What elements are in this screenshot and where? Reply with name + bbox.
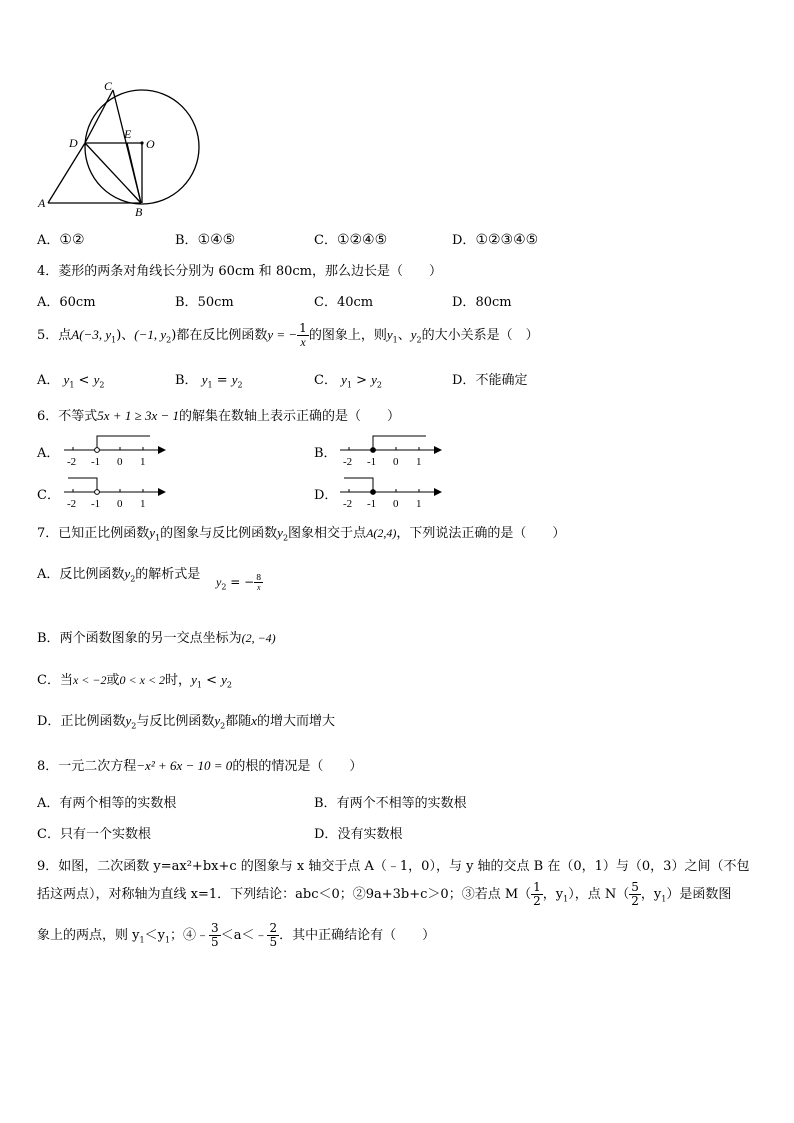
q6-numberline-c[interactable]: [60, 476, 170, 510]
solution-ray: [344, 478, 373, 489]
q7-stem: 7．已知正比例函数$y_1$的图象与反比例函数$y_2$图象相交于点A(2,4)，下列说法正确的是（ ）: [37, 525, 566, 543]
tick-label: -1: [367, 498, 377, 510]
q7-option-a-formula: $y_2$ = − $\frac{8}{x}$: [216, 573, 262, 592]
q4-option-c[interactable]: C．40cm: [314, 295, 374, 310]
q5-option-a[interactable]: A． $y_1 < y_2$: [37, 372, 105, 390]
label-b: B: [135, 205, 143, 219]
segment-db: [85, 143, 141, 203]
tick-label: -1: [91, 456, 101, 468]
tick-label: 1: [416, 498, 422, 510]
q7-option-d[interactable]: D．正比例函数$y_2$与反比例函数$y_2$都随x的增大而增大: [37, 713, 336, 731]
q7-option-b[interactable]: B．两个函数图象的另一交点坐标为(2, −4): [37, 631, 276, 646]
open-point: [95, 448, 100, 453]
tick-label: 0: [117, 456, 123, 468]
q5-stem: 5．点A(−3, $y_1$)、(−1, $y_2$)都在反比例函数y = − $\frac{1}{x}$ 的图象上，则$y_1$、$y_2$的大小关系是（ ）: [37, 321, 539, 349]
filled-point: [371, 490, 376, 495]
q9-line-2: 括这两点），对称轴为直线 x=1．下列结论：abc＜0；②9a+3b+c＞0；③若点 M（ $\frac{1}{2}$ ，$y_1$），点 N（ $\frac{5}{2}$ ，$y_1$）是函数图: [37, 880, 732, 908]
q5-option-d[interactable]: D．不能确定: [452, 373, 528, 388]
axis-arrow: [434, 488, 442, 496]
q3-option-a[interactable]: A．①②: [37, 232, 85, 248]
segment-eb: [127, 143, 141, 203]
tick-label: 0: [117, 498, 123, 510]
q3-option-c[interactable]: C．①②④⑤: [314, 232, 388, 248]
segment-ad: [48, 143, 85, 203]
tick-label: 1: [140, 498, 146, 510]
tick-label: -1: [91, 498, 101, 510]
axis-arrow: [434, 446, 442, 454]
q7-option-a[interactable]: A．反比例函数$y_2$的解析式是: [37, 566, 201, 584]
tick-label: 1: [416, 456, 422, 468]
label-c: C: [104, 79, 113, 93]
tick-label: 0: [393, 456, 399, 468]
q9-line-1: 9．如图，二次函数 y=ax²+bx+c 的图象与 x 轴交于点 A（﹣1，0），与 y 轴的交点 B 在（0，1）与（0，3）之间（不包: [37, 859, 750, 874]
q8-option-b[interactable]: B．有两个不相等的实数根: [314, 796, 467, 811]
q6-numberline-b[interactable]: [336, 434, 446, 468]
solution-ray: [68, 478, 97, 489]
q5-option-b[interactable]: B． $y_1 = y_2$: [175, 372, 243, 390]
geometry-figure: [30, 76, 210, 221]
tick-label: 1: [140, 456, 146, 468]
q8-option-d[interactable]: D．没有实数根: [314, 827, 403, 842]
tick-label: -2: [343, 456, 353, 468]
q8-option-a[interactable]: A．有两个相等的实数根: [37, 796, 177, 811]
point-o-dot: [140, 141, 143, 144]
solution-ray: [373, 436, 426, 447]
solution-ray: [97, 436, 150, 447]
q3-option-b[interactable]: B．①④⑤: [175, 232, 236, 248]
tick-label: -2: [67, 456, 77, 468]
q8-stem: 8．一元二次方程−x² + 6x − 10 = 0的根的情况是（ ）: [37, 758, 363, 774]
q6-option-d-letter[interactable]: D．: [314, 488, 338, 503]
tick-label: -2: [343, 498, 353, 510]
filled-point: [371, 448, 376, 453]
q8-option-c[interactable]: C．只有一个实数根: [37, 827, 151, 842]
q6-numberline-a[interactable]: [60, 434, 170, 468]
q5-fraction: $\frac{1}{x}$: [299, 321, 307, 349]
q5-option-c[interactable]: C． $y_1 > y_2$: [314, 372, 383, 390]
label-e: E: [124, 127, 132, 141]
label-a: A: [38, 196, 46, 210]
q6-option-c-letter[interactable]: C．: [37, 488, 60, 503]
tick-label: 0: [393, 498, 399, 510]
q4-stem: 4．菱形的两条对角线长分别为 60cm 和 80cm，那么边长是（ ）: [37, 264, 442, 279]
q4-option-b[interactable]: B．50cm: [175, 295, 234, 310]
q6-option-b-letter[interactable]: B．: [314, 446, 337, 461]
q3-option-d[interactable]: D．①②③④⑤: [452, 232, 539, 248]
q4-option-a[interactable]: A．60cm: [37, 295, 96, 310]
axis-arrow: [158, 446, 166, 454]
tick-label: -1: [367, 456, 377, 468]
segment-dc: [85, 90, 113, 143]
q6-numberline-d[interactable]: [336, 476, 446, 510]
q7-option-c[interactable]: C．当x < −2或0 < x < 2时，$y_1 < y_2$: [37, 672, 232, 690]
q6-option-a-letter[interactable]: A．: [37, 446, 60, 461]
q6-stem: 6．不等式5x + 1 ≥ 3x − 1的解集在数轴上表示正确的是（ ）: [37, 408, 401, 424]
q4-option-d[interactable]: D．80cm: [452, 295, 512, 310]
q9-line-3: 象上的两点，则 $y_1<y_1$；④﹣ $\frac{3}{5}$ ＜a＜﹣ $\frac{2}{5}$ ．其中正确结论有（ ）: [37, 921, 436, 949]
open-point: [95, 490, 100, 495]
label-d: D: [69, 136, 78, 150]
axis-arrow: [158, 488, 166, 496]
tick-label: -2: [67, 498, 77, 510]
label-o: O: [146, 137, 155, 151]
